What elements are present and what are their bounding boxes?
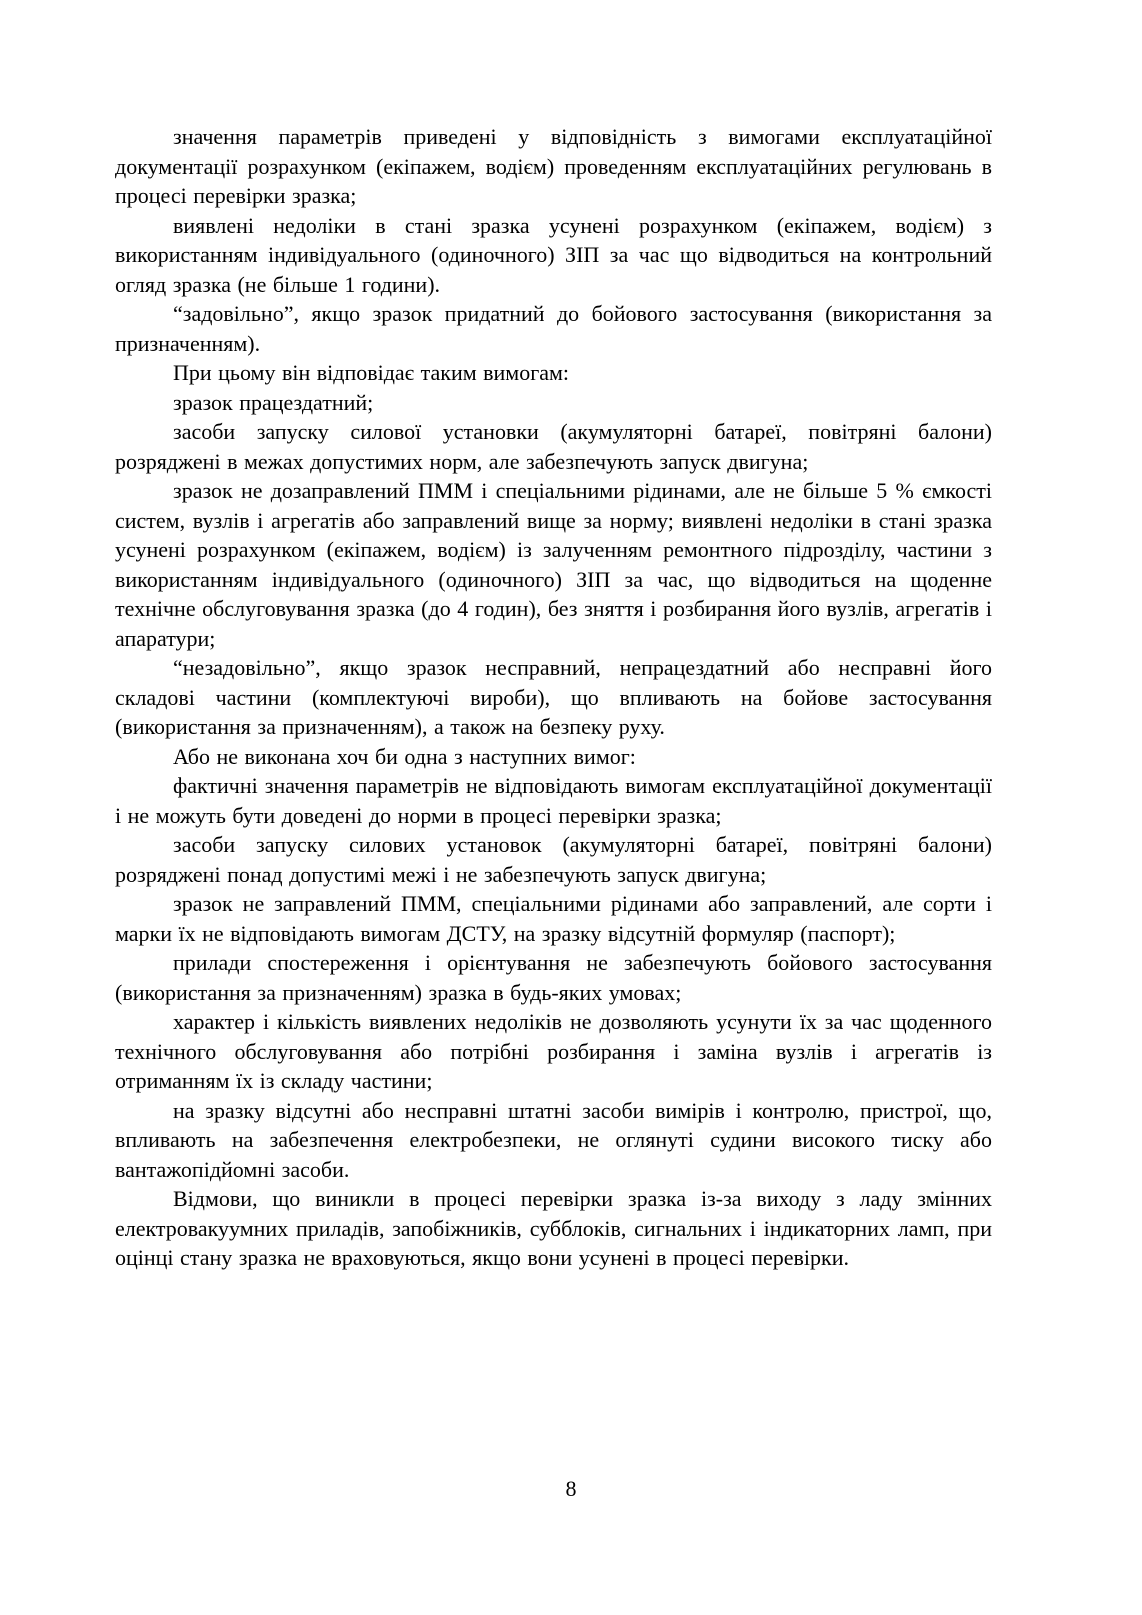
paragraph: фактичні значення параметрів не відповідають вимогам експлуатаційної документації і не можуть бути доведені до норми в процесі перевірки зразка; xyxy=(115,773,992,828)
paragraph: виявлені недоліки в стані зразка усунені розрахунком (екіпажем, водієм) з використанням індивідуального (одиночного) ЗІП за час що відводиться на контрольний огляд зразка (не більше 1 години). xyxy=(115,212,992,297)
paragraph: “задовільно”, якщо зразок придатний до бойового застосування (використання за призначенням). xyxy=(115,301,992,356)
paragraph: засоби запуску силових установок (акумуляторні батареї, повітряні балони) розряджені понад допустимі межі і не забезпечують запуск двигуна; xyxy=(115,832,992,887)
paragraph: зразок не заправлений ПММ, спеціальними рідинами або заправлений, але сорти і марки їх не відповідають вимогам ДСТУ, на зразку відсутній формуляр (паспорт); xyxy=(115,891,992,946)
paragraph: на зразку відсутні або несправні штатні засоби вимірів і контролю, пристрої, що, впливають на забезпечення електробезпеки, не оглянуті судини високого тиску або вантажопідйомні засоби. xyxy=(115,1097,992,1182)
paragraph: Або не виконана хоч би одна з наступних вимог: xyxy=(173,743,636,769)
paragraph: “незадовільно”, якщо зразок несправний, непрацездатний або несправні його складові частини (комплектуючі вироби), що впливають на бойове застосування (використання за призначенням), а також на безпеку руху. xyxy=(115,655,992,739)
paragraph: значення параметрів приведені у відповідність з вимогами експлуатаційної документації розрахунком (екіпажем, водієм) проведенням експлуатаційних регулювань в процесі перевірки зразка; xyxy=(115,124,992,208)
paragraph: зразок працездатний; xyxy=(173,389,374,415)
paragraph: прилади спостереження і орієнтування не забезпечують бойового застосування (використання за призначенням) зразка в будь-яких умовах; xyxy=(115,950,992,1005)
page-number: 8 xyxy=(565,1476,577,1501)
paragraph: зразок не дозаправлений ПММ і спеціальними рідинами, але не більше 5 % ємкості систем, вузлів і агрегатів або заправлений вище за норму; виявлені недоліки в стані зразка усунені розрахунком (екіпажем, водієм) із залученням ремонтного підрозділу, частини з використанням індивідуального (одиночного) ЗІП за час, що відводиться на щоденне технічне обслуговування зразка (до 4 годин), без зняття і розбирання його вузлів, агрегатів і апаратури; xyxy=(115,478,992,651)
document-body xyxy=(115,122,992,1273)
paragraph: характер і кількість виявлених недоліків не дозволяють усунути їх за час щоденного технічного обслуговування або потрібні розбирання і заміна вузлів і агрегатів із отриманням їх із складу частини; xyxy=(115,1009,992,1093)
paragraph: засоби запуску силової установки (акумуляторні батареї, повітряні балони) розряджені в межах допустимих норм, але забезпечують запуск двигуна; xyxy=(115,419,992,474)
paragraph: Відмови, що виникли в процесі перевірки зразка із-за виходу з ладу змінних електровакуумних приладів, запобіжників, субблоків, сигнальних і індикаторних ламп, при оцінці стану зразка не враховуються, якщо вони усунені в процесі перевірки. xyxy=(115,1186,992,1270)
paragraph: При цьому він відповідає таким вимогам: xyxy=(173,360,570,385)
